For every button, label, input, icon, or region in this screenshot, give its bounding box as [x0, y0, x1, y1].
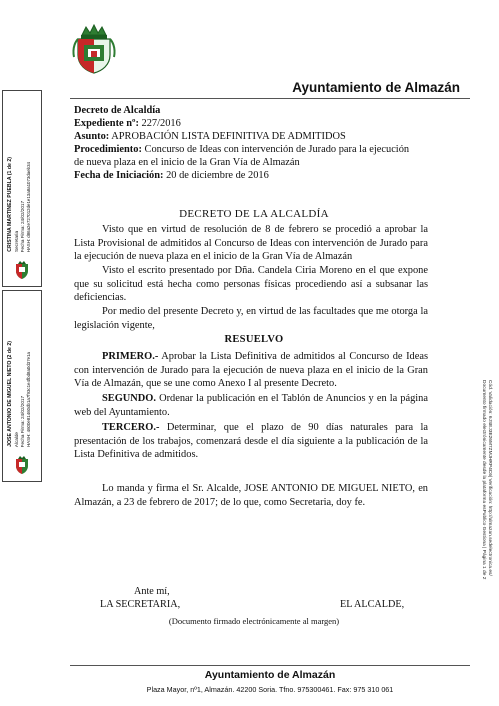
signer-name-2: JOSE ANTONIO DE MIGUEL NIETO (2 de 2) — [7, 341, 13, 447]
municipal-crest-logo — [70, 23, 118, 75]
electronic-signature-note: (Documento firmado electrónicamente al margen) — [168, 616, 340, 626]
procedimiento-value: Concurso de Ideas con intervención de Jurado para la ejecución de nueva plaza en el inicio de la Gran Vía de Almazán — [74, 144, 410, 168]
signature-crest-icon-1 — [14, 260, 30, 280]
signer-date-2: Fecha Firma: 24/02/2017 — [20, 395, 25, 447]
signature-box-alcalde — [2, 290, 42, 482]
asunto-label: Asunto: — [74, 131, 110, 142]
resolution-segundo — [74, 392, 428, 419]
closing-text: Lo manda y firma el Sr. Alcalde, JOSE ANTONIO DE MIGUEL NIETO, en Almazán, a 23 de febrero de 2017; de lo que, como Secretaria, doy fe. — [74, 483, 428, 508]
resuelvo-heading: RESUELVO — [224, 334, 284, 345]
segundo-text: Ordenar la publicación en el Tablón de Anuncios y en la página web del Ayuntamiento. — [74, 393, 428, 418]
closing-paragraph — [74, 482, 428, 509]
paragraph-facultades — [74, 305, 428, 332]
signer-hash-1: HASH: d86a2e727012de1e13a8a1073daeb34 — [26, 161, 31, 252]
fecha-value: 20 de diciembre de 2016 — [166, 170, 269, 181]
signer-role-2: Alcalde — [14, 431, 19, 447]
secretaria-signature-label: LA SECRETARIA, — [100, 599, 181, 610]
ante-mi: Ante mí, — [134, 586, 170, 597]
resolution-primero — [74, 350, 428, 391]
validation-margin-text — [480, 380, 492, 700]
validation-line-1[interactable]: Cód. Validación: 6JSEJ3E26M7ZMJHRP4C6| Verificación: http://almazan.sedelectronica.es/ — [487, 380, 492, 576]
decreto-label: Decreto de Alcaldía — [74, 105, 161, 116]
paragraph-visto-1 — [74, 223, 428, 264]
signer-name-1: CRISTINA MARTINEZ PUEBLA (1 de 2) — [7, 157, 13, 252]
primero-label: PRIMERO.- — [102, 351, 159, 362]
footer-title: Ayuntamiento de Almazán — [204, 669, 336, 681]
signature-box-secretaria — [2, 90, 42, 287]
signer-hash-2: HASH: 4600e81460db1a7f93c1e4fbd8a0d37e1a — [26, 352, 31, 447]
paragraph-visto-2 — [74, 264, 428, 305]
tercero-text: Determinar, que el plazo de 90 días naturales para la presentación de los trabajos, comenzará desde el día siguiente a la publicación de la Lista Definitiva de admitidos. — [74, 422, 428, 461]
primero-text: Aprobar la Lista Definitiva de admitidos al Concurso de Ideas con intervención de Jurado para la ejecución de nueva plaza en el inicio de la Gran Vía de Almazán, que se une como Anexo I al presente Decreto. — [74, 351, 428, 390]
signer-date-1: Fecha Firma: 24/02/2017 — [20, 200, 25, 252]
alcalde-signature-label: EL ALCALDE, — [340, 599, 405, 610]
resolution-tercero — [74, 421, 428, 462]
signer-role-1: Secretaria — [14, 231, 19, 252]
paragraph-visto-1-text: Visto que en virtud de resolución de 8 de febrero se procedió a aprobar la Lista Provisional de admitidos al Concurso de Ideas con intervención de Jurado para la ejecución de nueva plaza en el inicio de la Gran Vía de Almazán — [74, 224, 428, 263]
signature-crest-icon-2 — [14, 455, 30, 475]
fecha-label: Fecha de Iniciación: — [74, 170, 164, 181]
validation-line-2: Documento firmado electrónicamente desde la plataforma esPublico Gestiona | Página 1 de 2 — [481, 380, 486, 580]
decree-title: DECRETO DE LA ALCALDÍA — [179, 208, 329, 220]
paragraph-visto-2-text: Visto el escrito presentado por Dña. Candela Ciria Moreno en el que expone que su solicitud está hecha como personas físicas procediendo así a subsanar las deficiencias. — [74, 265, 428, 304]
segundo-label: SEGUNDO. — [102, 393, 156, 404]
tercero-label: TERCERO.- — [102, 422, 160, 433]
footer-divider — [70, 665, 470, 666]
document-meta — [74, 104, 474, 182]
paragraph-facultades-text: Por medio del presente Decreto y, en virtud de las facultades que me otorga la legislación vigente, — [74, 306, 428, 331]
header-title: Ayuntamiento de Almazán — [292, 80, 460, 95]
expediente-value: 227/2016 — [141, 118, 181, 129]
procedimiento-label: Procedimiento: — [74, 144, 142, 155]
asunto-value: APROBACIÓN LISTA DEFINITIVA DE ADMITIDOS — [111, 131, 346, 142]
footer-address: Plaza Mayor, nº1, Almazán. 42200 Soria. Tfno. 975300461. Fax: 975 310 061 — [146, 685, 394, 694]
header-divider — [70, 98, 470, 99]
expediente-label: Expediente nº: — [74, 118, 139, 129]
